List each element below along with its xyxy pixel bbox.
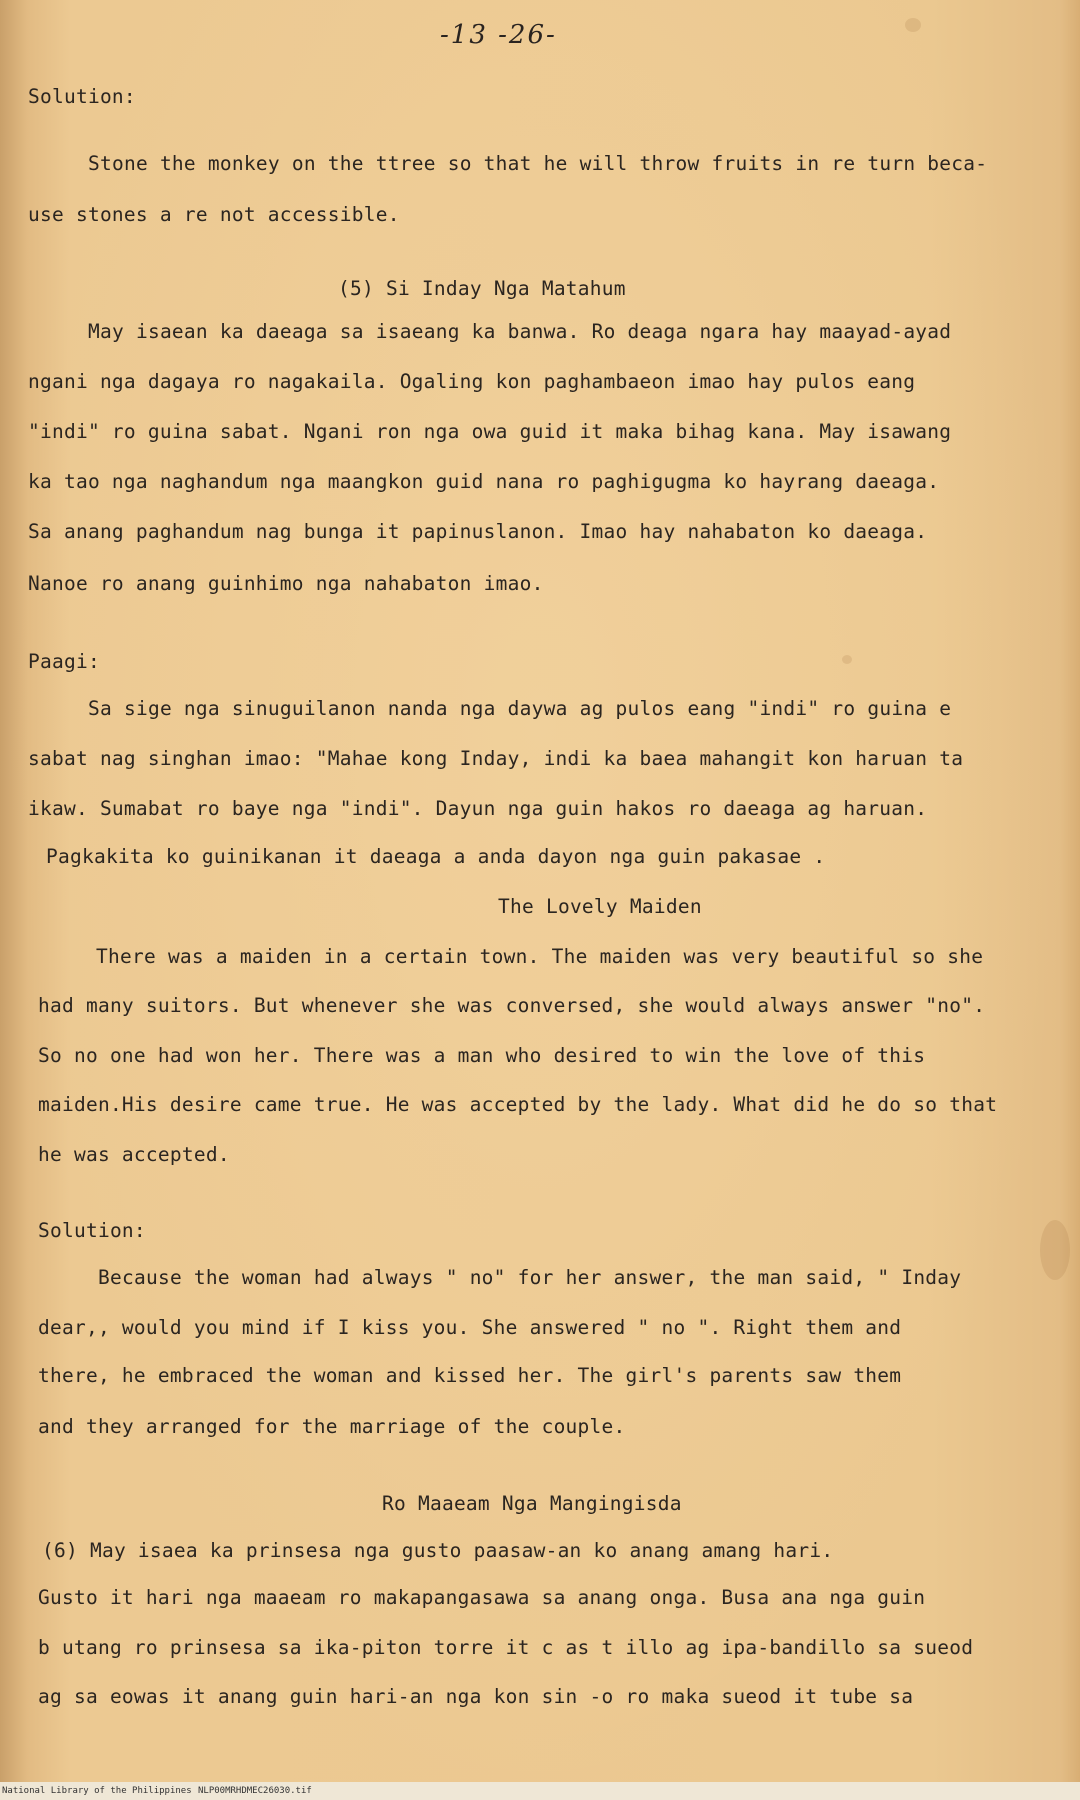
text-line: May isaean ka daeaga sa isaeang ka banwa. Ro deaga ngara hay maayad-ayad xyxy=(88,320,952,343)
text-line: Pagkakita ko guinikanan it daeaga a anda dayon nga guin pakasae . xyxy=(46,845,826,868)
paper-stain xyxy=(842,655,852,664)
text-line: Ro Maaeam Nga Mangingisda xyxy=(382,1492,682,1515)
text-line: ikaw. Sumabat ro baye nga "indi". Dayun nga guin hakos ro daeaga ag haruan. xyxy=(28,797,928,820)
text-line: ngani nga dagaya ro nagakaila. Ogaling kon paghambaeon imao hay pulos eang xyxy=(28,370,916,393)
text-line: The Lovely Maiden xyxy=(498,895,702,918)
archive-file-name: NLP00MRHDMEC26030.tif xyxy=(198,1786,312,1796)
text-line: So no one had won her. There was a man who desired to win the love of this xyxy=(38,1044,926,1067)
text-line: ka tao nga naghandum nga maangkon guid nana ro paghigugma ko hayrang daeaga. xyxy=(28,470,940,493)
text-line: maiden.His desire came true. He was accepted by the lady. What did he do so that xyxy=(38,1093,998,1116)
archive-institution-label: National Library of the Philippines xyxy=(2,1786,192,1796)
text-line: ag sa eowas it anang guin hari-an nga kon sin -o ro maka sueod it tube sa xyxy=(38,1685,914,1708)
text-line: there, he embraced the woman and kissed her. The girl's parents saw them xyxy=(38,1364,902,1387)
text-line: Paagi: xyxy=(28,650,100,673)
text-line: Sa anang paghandum nag bunga it papinuslanon. Imao hay nahabaton ko daeaga. xyxy=(28,520,928,543)
text-line: Sa sige nga sinuguilanon nanda nga daywa ag pulos eang "indi" ro guina e xyxy=(88,697,952,720)
text-line: Stone the monkey on the ttree so that he will throw fruits in re turn beca- xyxy=(88,152,988,175)
text-line: dear,, would you mind if I kiss you. She answered " no ". Right them and xyxy=(38,1316,902,1339)
text-line: "indi" ro guina sabat. Ngani ron nga owa guid it maka bihag kana. May isawang xyxy=(28,420,952,443)
text-line: had many suitors. But whenever she was conversed, she would always answer "no". xyxy=(38,994,986,1017)
text-line: use stones a re not accessible. xyxy=(28,203,400,226)
text-line: and they arranged for the marriage of the couple. xyxy=(38,1415,626,1438)
text-line: (5) Si Inday Nga Matahum xyxy=(338,277,626,300)
text-line: There was a maiden in a certain town. The maiden was very beautiful so she xyxy=(96,945,984,968)
text-line: Solution: xyxy=(38,1219,146,1242)
page-number: -13 -26- xyxy=(440,20,557,50)
text-line: Gusto it hari nga maaeam ro makapangasawa sa anang onga. Busa ana nga guin xyxy=(38,1586,926,1609)
archive-caption-bar xyxy=(0,1782,1080,1800)
text-line: sabat nag singhan imao: "Mahae kong Inday, indi ka baea mahangit kon haruan ta xyxy=(28,747,964,770)
text-line: he was accepted. xyxy=(38,1143,230,1166)
text-line: b utang ro prinsesa sa ika-piton torre it c as t illo ag ipa-bandillo sa sueod xyxy=(38,1636,974,1659)
text-line: Nanoe ro anang guinhimo nga nahabaton imao. xyxy=(28,572,544,595)
text-line: (6) May isaea ka prinsesa nga gusto paasaw-an ko anang amang hari. xyxy=(42,1539,834,1562)
text-line: Because the woman had always " no" for her answer, the man said, " Inday xyxy=(98,1266,962,1289)
paper-stain xyxy=(1040,1220,1070,1280)
text-line: Solution: xyxy=(28,85,136,108)
paper-stain xyxy=(905,18,921,32)
